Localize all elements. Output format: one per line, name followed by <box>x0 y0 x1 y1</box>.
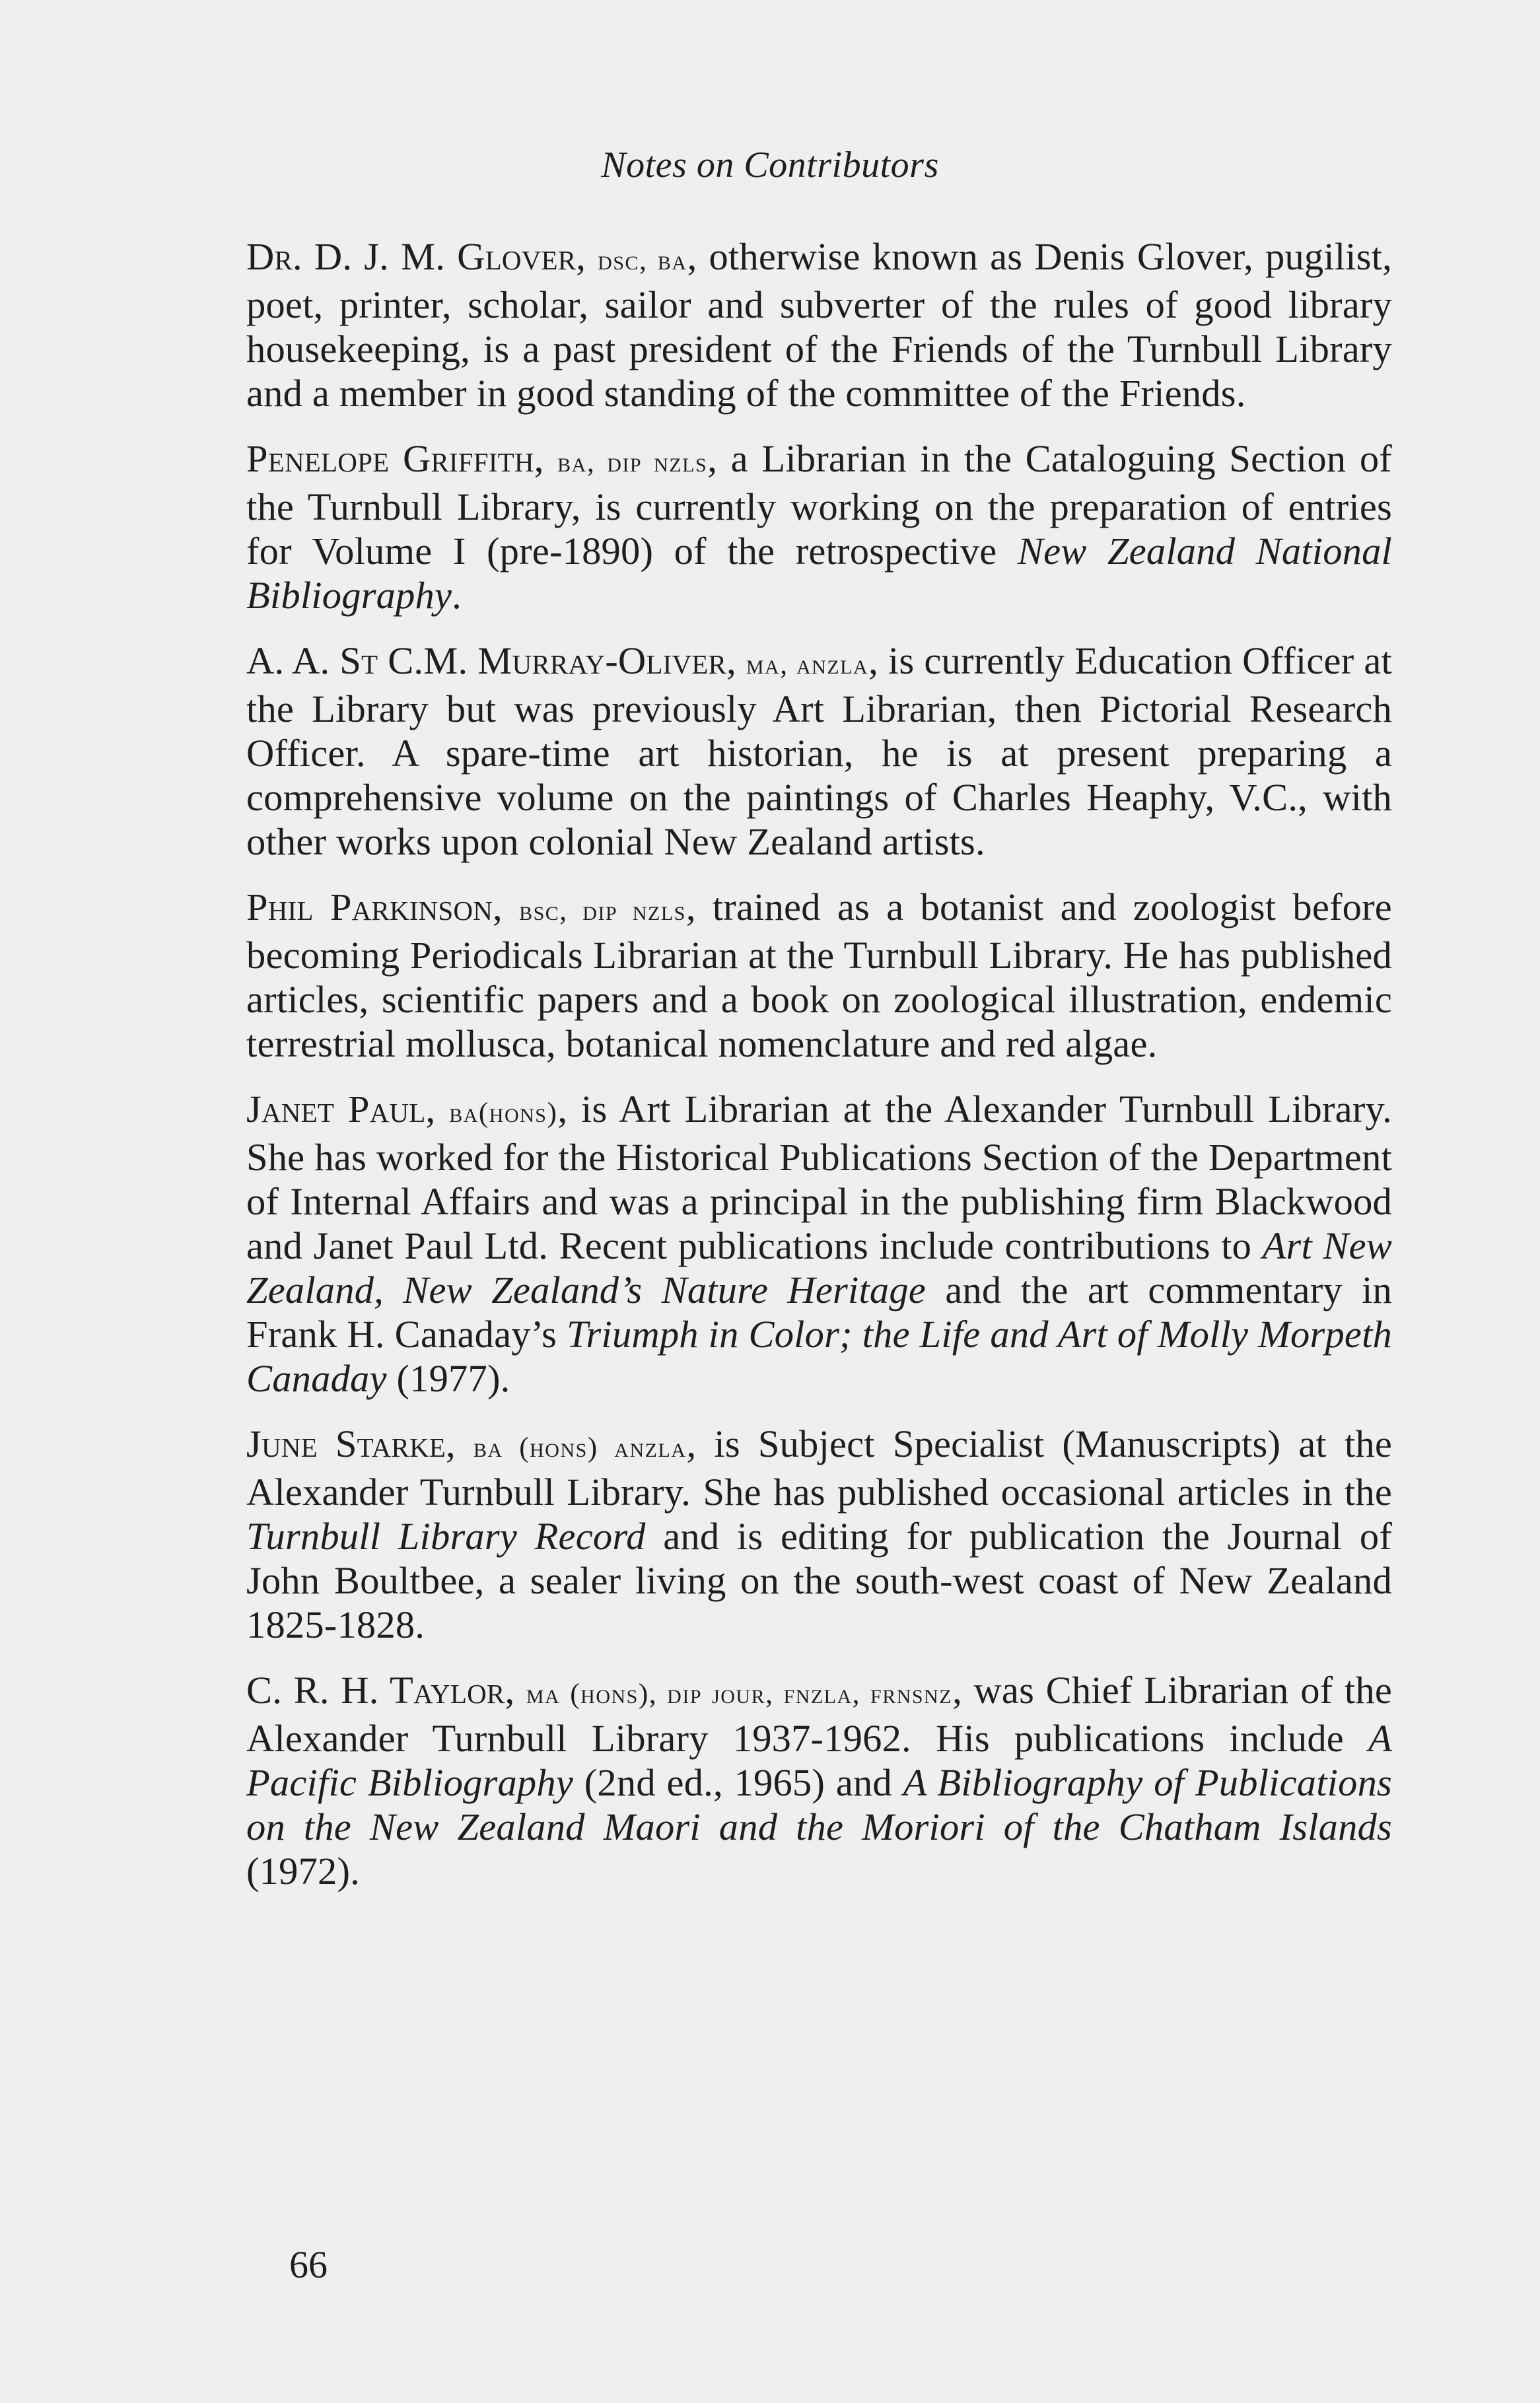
contributor-qualifications: bsc, dip nzls <box>519 895 686 926</box>
publication-title: New Zealand National Bibliography <box>246 530 1393 617</box>
contributor-bio: and the art commentary in Frank H. Canaday’s <box>246 1269 1392 1356</box>
contributor-bio: , otherwise known as Denis Glover, pugilist, poet, printer, scholar, sailor and subverter of the rules of good library housekeeping, is a past president of the Friends of the Turnbull Library and a member in good standing of the committee of the Friends. <box>246 235 1392 415</box>
contributor-name: Dr. D. J. M. Glover <box>246 235 577 278</box>
contributor-entry-taylor: C. R. H. Taylor, ma (hons), dip jour, fnzla, frnsnz, was Chief Librarian of the Alexander Turnbull Library 1937-1962. His publications include A Pacific Bibliography (2nd ed., 1965) and A Bibliography of Publications on the New Zealand Maori and the Moriori of the Chatham Islands (1972). <box>246 1669 1392 1893</box>
contributor-bio: , is Subject Specialist (Manuscripts) at the Alexander Turnbull Library. She has published occasional articles in the <box>246 1422 1393 1514</box>
contributor-bio-end: (1977). <box>386 1357 510 1400</box>
contributor-bio: (2nd ed., 1965) and <box>573 1761 903 1804</box>
contributor-qualifications: dsc, ba <box>598 244 687 276</box>
contributor-bio-end: . <box>452 574 462 617</box>
publication-title: Turnbull Library Record <box>246 1515 646 1558</box>
contributor-entry-griffith: Penelope Griffith, ba, dip nzls, a Librarian in the Cataloguing Section of the Turnbull Library, is currently working on the preparation of entries for Volume I (pre-1890) of the retrospective New Zealand National Bibliography. <box>246 437 1393 617</box>
contributor-entry-paul: Janet Paul, ba(hons), is Art Librarian at the Alexander Turnbull Library. She has worked for the Historical Publications Section of the Department of Internal Affairs and was a principal in the publishing firm Blackwood and Janet Paul Ltd. Recent publications include contributions to Art New Zealand, New Zealand’s Nature Heritage and the art commentary in Frank H. Canaday’s Triumph in Color; the Life and Art of Molly Morpeth Canaday (1977). <box>246 1088 1393 1400</box>
contributor-qualifications: ma, anzla <box>746 648 869 680</box>
contributor-entry-murray-oliver: A. A. St C.M. Murray-Oliver, ma, anzla, is currently Education Officer at the Library but was previously Art Librarian, then Pictorial Research Officer. A spare-time art historian, he is at present preparing a comprehensive volume on the paintings of Charles Heaphy, V.C., with other works upon colonial New Zealand artists. <box>246 639 1392 863</box>
publication-title: A Pacific Bibliography <box>246 1717 1392 1804</box>
running-title: Notes on Contributors <box>601 145 939 186</box>
contributor-qualifications: ma (hons), dip jour, fnzla, frnsnz <box>526 1678 953 1710</box>
contributor-qualifications: ba, dip nzls <box>557 446 708 478</box>
contributor-qualifications: ba(hons) <box>449 1097 558 1129</box>
contributors-list <box>246 234 1392 1914</box>
page-number: 66 <box>289 2243 328 2286</box>
contributor-entry-starke: June Starke, ba (hons) anzla, is Subject Specialist (Manuscripts) at the Alexander Turnbull Library. She has published occasional articles in the Turnbull Library Record and is editing for publication the Journal of John Boultbee, a sealer living on the south-west coast of New Zealand 1825-1828. <box>246 1422 1393 1646</box>
publication-title: Triumph in Color; the Life and Art of Molly Morpeth Canaday <box>246 1313 1392 1400</box>
contributor-bio: , a Librarian in the Cataloguing Section of the Turnbull Library, is currently working on the preparation of entries for Volume I (pre-1890) of the retrospective <box>246 437 1392 573</box>
contributor-name: Penelope Griffith <box>246 437 534 480</box>
publication-title: Art New Zealand, New Zealand’s Nature Heritage <box>246 1224 1392 1311</box>
contributor-name: Janet Paul <box>246 1088 426 1131</box>
contributor-bio: and is editing for publication the Journal of John Boultbee, a sealer living on the south-west coast of New Zealand 1825-1828. <box>246 1515 1392 1646</box>
contributor-name: Phil Parkinson <box>246 886 493 928</box>
contributor-entry-glover: Dr. D. J. M. Glover, dsc, ba, otherwise known as Denis Glover, pugilist, poet, printer, scholar, sailor and subverter of the rules of good library housekeeping, is a past president of the Friends of the Turnbull Library and a member in good standing of the committee of the Friends. <box>246 235 1392 415</box>
contributor-name: June Starke <box>246 1422 446 1465</box>
contributor-entry-parkinson: Phil Parkinson, bsc, dip nzls, trained as a botanist and zoologist before becoming Periodicals Librarian at the Turnbull Library. He has published articles, scientific papers and a book on zoological illustration, endemic terrestrial mollusca, botanical nomenclature and red algae. <box>246 886 1392 1065</box>
contributor-bio: , trained as a botanist and zoologist before becoming Periodicals Librarian at the Turnbull Library. He has published articles, scientific papers and a book on zoological illustration, endemic terrestrial mollusca, botanical nomenclature and red algae. <box>246 886 1392 1065</box>
contributor-name: A. A. St C.M. Murray-Oliver <box>246 639 727 682</box>
contributor-bio: , is currently Education Officer at the Library but was previously Art Librarian, then Pictorial Research Officer. A spare-time art historian, he is at present preparing a comprehensive volume on the paintings of Charles Heaphy, V.C., with other works upon colonial New Zealand artists. <box>246 639 1392 863</box>
publication-title: A Bibliography of Publications on the New Zealand Maori and the Moriori of the Chatham Islands <box>246 1761 1392 1848</box>
contributor-name: C. R. H. Taylor <box>246 1669 505 1712</box>
contributor-bio: , is Art Librarian at the Alexander Turnbull Library. She has worked for the Historical Publications Section of the Department of Internal Affairs and was a principal in the publishing firm Blackwood and Janet Paul Ltd. Recent publications include contributions to <box>246 1088 1393 1267</box>
contributor-qualifications: ba (hons) anzla <box>473 1432 687 1463</box>
contributor-bio: , was Chief Librarian of the Alexander Turnbull Library 1937-1962. His publications include <box>246 1669 1392 1760</box>
contributor-bio-end: (1972). <box>246 1850 360 1893</box>
